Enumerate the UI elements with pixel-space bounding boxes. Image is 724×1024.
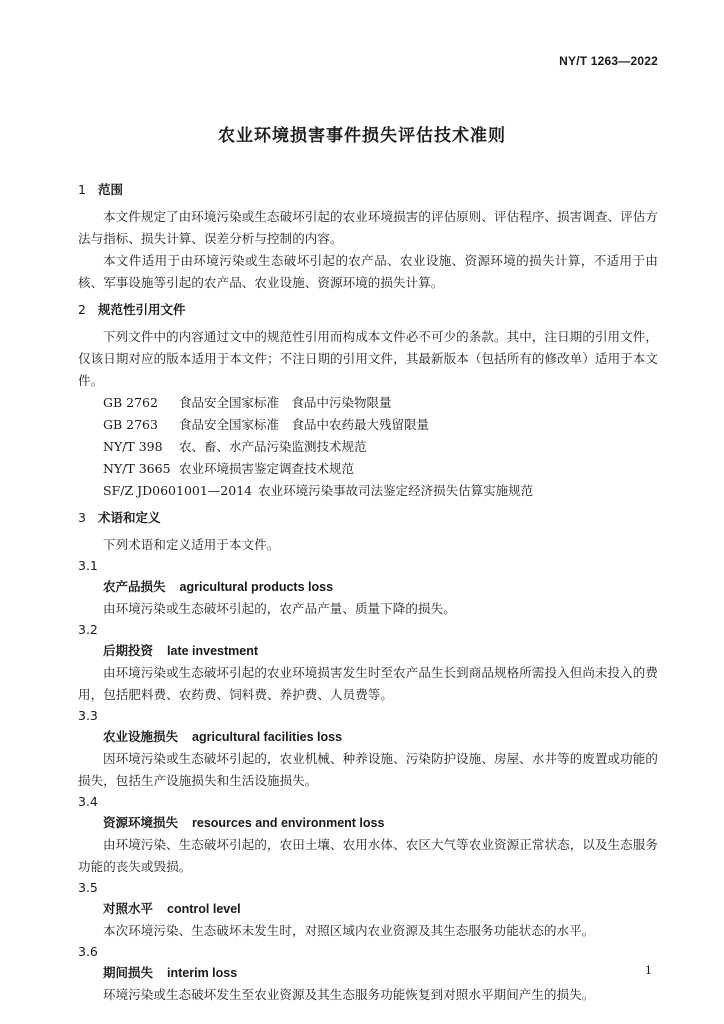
section-heading-terms xyxy=(78,508,658,528)
term-en: control level xyxy=(167,902,241,916)
reference-name: 农、畜、水产品污染监测技术规范 xyxy=(179,439,367,454)
term-zh: 农业设施损失 xyxy=(103,729,179,744)
section-title: 范围 xyxy=(98,182,124,197)
reference-name: 食品安全国家标准 食品中农药最大残留限量 xyxy=(179,417,430,432)
term-definition: 由环境污染、生态破坏引起的，农田土壤、农用水体、农区大气等农业资源正常状态，以及生态服务功能的丧失或毁损。 xyxy=(78,837,658,874)
term-number: 3.2 xyxy=(78,622,98,637)
term-definition: 由环境污染或生态破坏引起的农业环境损害发生时至农产品生长到商品规格所需投入但尚未投入的费用，包括肥料费、农药费、饲料费、养护费、人员费等。 xyxy=(78,665,658,702)
term-definition: 本次环境污染、生态破坏未发生时，对照区域内农业资源及其生态服务功能状态的水平。 xyxy=(103,923,595,938)
term-zh: 资源环境损失 xyxy=(103,815,179,830)
term-en: interim loss xyxy=(167,966,238,980)
term-number: 3.6 xyxy=(78,944,98,959)
standard-number: NY/T 1263—2022 xyxy=(559,54,658,68)
reference-code: NY/T 398 xyxy=(103,439,163,454)
reference-item xyxy=(78,480,658,502)
section-number: 3 xyxy=(78,510,86,525)
term-definition: 因环境污染或生态破坏引起的，农业机械、种养设施、污染防护设施、房屋、水井等的废置或功能的损失，包括生产设施损失和生活设施损失。 xyxy=(78,751,658,788)
term-name xyxy=(78,812,658,834)
section-heading-scope xyxy=(78,180,658,200)
reference-code: GB 2763 xyxy=(103,417,158,432)
paragraph: 下列术语和定义适用于本文件。 xyxy=(103,537,280,552)
reference-code: SF/Z JD0601001—2014 xyxy=(103,483,253,498)
term-name xyxy=(78,576,658,598)
term-zh: 农产品损失 xyxy=(103,579,166,594)
document-title: 农业环境损害事件损失评估技术准则 xyxy=(218,126,506,146)
term-zh: 后期投资 xyxy=(103,643,154,658)
term-number: 3.4 xyxy=(78,794,98,809)
section-number: 2 xyxy=(78,302,86,317)
term-zh: 对照水平 xyxy=(103,901,154,916)
paragraph: 本文件适用于由环境污染或生态破坏引起的农产品、农业设施、资源环境的损失计算，不适用于由核、军事设施等引起的农产品、农业设施、资源环境的损失计算。 xyxy=(78,253,658,290)
term-en: late investment xyxy=(167,644,259,658)
term-definition: 由环境污染或生态破坏引起的，农产品产量、质量下降的损失。 xyxy=(103,601,456,616)
reference-name: 农业环境损害鉴定调查技术规范 xyxy=(179,461,355,476)
reference-item xyxy=(78,414,658,436)
term-en: resources and environment loss xyxy=(192,816,385,830)
paragraph: 本文件规定了由环境污染或生态破坏引起的农业环境损害的评估原则、评估程序、损害调查、评估方法与指标、损失计算、误差分析与控制的内容。 xyxy=(78,209,658,246)
term-name xyxy=(78,640,658,662)
reference-code: NY/T 3665 xyxy=(103,461,171,476)
reference-name: 食品安全国家标准 食品中污染物限量 xyxy=(179,395,392,410)
section-number: 1 xyxy=(78,182,86,197)
term-name xyxy=(78,898,658,920)
term-number: 3.5 xyxy=(78,880,98,895)
term-name xyxy=(78,726,658,748)
document-body xyxy=(78,180,658,1006)
reference-name: 农业环境污染事故司法鉴定经济损失估算实施规范 xyxy=(258,483,534,498)
term-zh: 期间损失 xyxy=(103,965,154,980)
term-name xyxy=(78,962,658,984)
reference-item xyxy=(78,436,658,458)
section-title: 规范性引用文件 xyxy=(98,302,186,317)
reference-item xyxy=(78,392,658,414)
reference-code: GB 2762 xyxy=(103,395,158,410)
term-number: 3.3 xyxy=(78,708,98,723)
section-title: 术语和定义 xyxy=(98,510,161,525)
page-number: 1 xyxy=(645,964,652,977)
term-en: agricultural facilities loss xyxy=(192,730,343,744)
reference-item xyxy=(78,458,658,480)
term-number: 3.1 xyxy=(78,558,98,573)
term-definition: 环境污染或生态破坏发生至农业资源及其生态服务功能恢复到对照水平期间产生的损失。 xyxy=(103,987,595,1002)
reference-list xyxy=(78,392,658,502)
paragraph: 下列文件中的内容通过文中的规范性引用而构成本文件必不可少的条款。其中，注日期的引用文件，仅该日期对应的版本适用于本文件；不注日期的引用文件，其最新版本（包括所有的修改单）适用于本文件。 xyxy=(78,329,658,388)
section-heading-normative-references xyxy=(78,300,658,320)
term-en: agricultural products loss xyxy=(179,580,334,594)
